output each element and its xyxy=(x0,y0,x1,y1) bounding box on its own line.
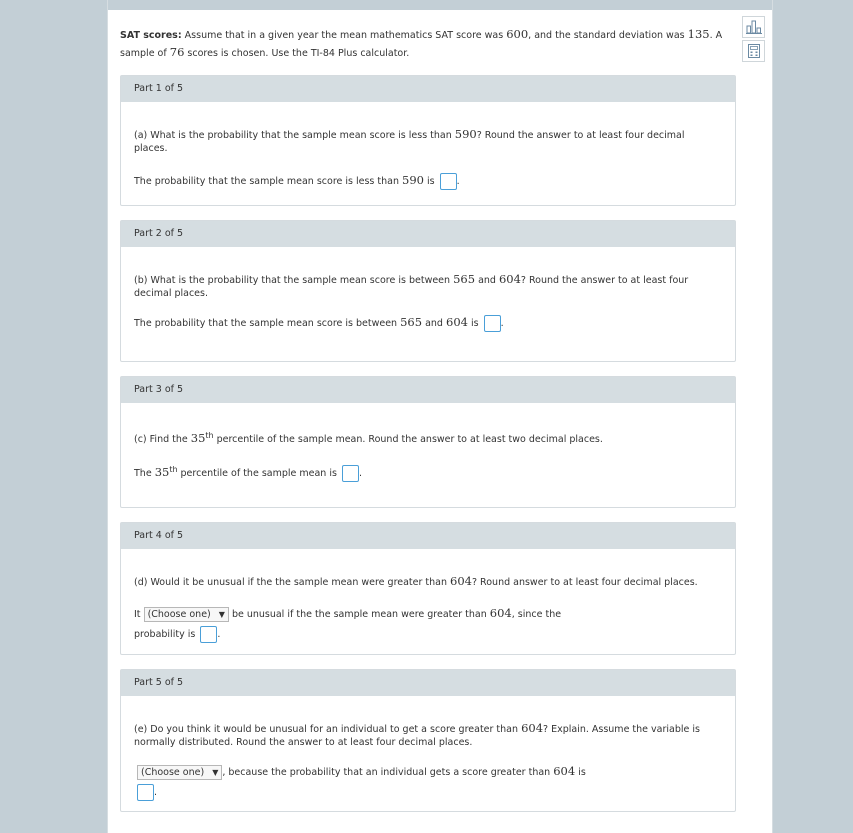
part-header: Part 1 of 5 xyxy=(121,76,735,102)
intro-text: , and the standard deviation was xyxy=(528,30,685,41)
sd-value: 135 xyxy=(687,27,710,41)
calculator-button[interactable] xyxy=(742,40,765,62)
part-4 xyxy=(120,522,736,655)
question-c xyxy=(134,403,721,446)
answer-text: , since the xyxy=(511,609,562,620)
top-bar xyxy=(108,0,772,10)
question-b xyxy=(134,247,721,300)
answer-number: 565 xyxy=(400,315,423,329)
question-text: (a) What is the probability that the sample mean score is less than xyxy=(134,130,452,141)
content xyxy=(108,10,734,826)
part-header: Part 4 of 5 xyxy=(121,523,735,549)
answer-input-e[interactable] xyxy=(137,784,154,801)
answer-text: The xyxy=(134,468,152,480)
period: . xyxy=(358,468,362,480)
answer-c xyxy=(134,446,721,482)
superscript: th xyxy=(205,431,214,440)
answer-text: is xyxy=(578,767,586,778)
intro-text: scores is chosen. Use the TI-84 Plus calculator. xyxy=(187,48,410,59)
bar-chart-icon xyxy=(746,20,762,34)
answer-number: 590 xyxy=(402,173,424,187)
dropdown-arrow-icon: ▼ xyxy=(212,768,219,777)
answer-d xyxy=(134,589,721,645)
answer-text: The probability that the sample mean score is between xyxy=(134,318,398,329)
question-text: (c) Find the xyxy=(134,434,188,446)
answer-text: is xyxy=(470,318,479,329)
question-e xyxy=(134,696,721,749)
tool-sidebar xyxy=(742,16,766,64)
answer-e xyxy=(134,749,721,803)
part-3 xyxy=(120,376,736,508)
intro-text: . A xyxy=(709,30,723,41)
period: . xyxy=(500,318,504,329)
part-header: Part 3 of 5 xyxy=(121,377,735,403)
answer-number: 35 xyxy=(154,465,170,480)
question-text: percentile of the sample mean. Round the answer to at least two decimal places. xyxy=(216,434,603,446)
calculator-icon xyxy=(748,44,760,58)
question-text: (d) Would it be unusual if the the sample mean were greater than xyxy=(134,577,448,588)
answer-text: It xyxy=(134,609,141,620)
question-text: ? Round answer to at least four decimal places. xyxy=(472,577,698,588)
answer-text: The probability that the sample mean score is less than xyxy=(134,176,399,187)
part-header: Part 5 of 5 xyxy=(121,670,735,696)
intro-label: SAT scores: xyxy=(120,30,182,41)
mean-value: 600 xyxy=(506,27,529,41)
dropdown-label: (Choose one) xyxy=(141,767,205,778)
question-text: ? Round the answer to at least four decimal places. xyxy=(134,275,689,299)
answer-b xyxy=(134,300,721,332)
answer-input-d[interactable] xyxy=(200,626,217,643)
question-text: ? Round the answer to at least four decimal places. xyxy=(134,130,685,154)
question-number: 565 xyxy=(453,272,476,286)
answer-input-c[interactable] xyxy=(342,465,359,482)
period: . xyxy=(154,787,158,798)
problem-statement xyxy=(120,26,734,62)
choose-one-dropdown-d[interactable] xyxy=(144,607,229,622)
answer-a xyxy=(134,155,721,190)
question-text: (e) Do you think it would be unusual for an individual to get a score greater than xyxy=(134,724,519,735)
answer-input-b[interactable] xyxy=(484,315,501,332)
dropdown-label: (Choose one) xyxy=(147,609,211,620)
intro-text: Assume that in a given year the mean mathematics SAT score was xyxy=(184,30,504,41)
page xyxy=(107,0,773,833)
period: . xyxy=(456,176,460,187)
intro-text: sample of xyxy=(120,48,167,59)
choose-one-dropdown-e[interactable] xyxy=(137,765,222,780)
answer-text: is xyxy=(427,176,435,187)
answer-text: percentile of the sample mean is xyxy=(180,468,337,480)
question-number: 604 xyxy=(498,272,521,286)
part-1 xyxy=(120,75,736,206)
answer-text: and xyxy=(425,318,443,329)
question-number: 604 xyxy=(521,721,544,735)
question-text: and xyxy=(478,275,496,286)
answer-text: probability is xyxy=(134,629,196,640)
answer-input-a[interactable] xyxy=(440,173,457,190)
answer-number: 604 xyxy=(489,606,512,620)
question-number: 590 xyxy=(454,127,477,141)
sample-size-value: 76 xyxy=(169,45,185,59)
question-text: (b) What is the probability that the sample mean score is between xyxy=(134,275,451,286)
part-5 xyxy=(120,669,736,812)
answer-text: , because the probability that an individual gets a score greater than xyxy=(222,767,551,778)
question-a xyxy=(134,102,721,155)
part-header: Part 2 of 5 xyxy=(121,221,735,247)
question-text: ? Explain. Assume the variable is xyxy=(543,724,700,735)
question-d xyxy=(134,549,721,589)
period: . xyxy=(217,629,221,640)
answer-text: be unusual if the the sample mean were greater than xyxy=(231,609,487,620)
answer-number: 604 xyxy=(446,315,468,329)
part-2 xyxy=(120,220,736,362)
bar-chart-button[interactable] xyxy=(742,16,765,38)
question-number: 604 xyxy=(450,574,472,588)
answer-number: 604 xyxy=(553,764,576,778)
dropdown-arrow-icon: ▼ xyxy=(218,610,225,619)
question-text: normally distributed. Round the answer to at least four decimal places. xyxy=(134,737,473,748)
superscript: th xyxy=(169,465,178,475)
question-number: 35 xyxy=(190,431,206,446)
